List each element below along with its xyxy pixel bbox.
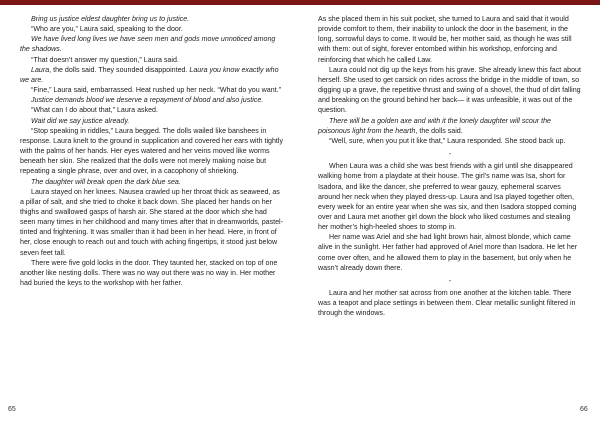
paragraph: Justice demands blood we deserve a repayment of blood and also justice. [31,96,264,105]
paragraph: “That doesn’t answer my question,” Laura said. [31,55,179,64]
top-accent-bar [0,0,600,5]
right-page-text [318,14,582,319]
paragraph: “What can I do about that,” Laura asked. [31,106,158,115]
paragraph: We have lived long lives we have seen men and gods move unnoticed among the shadows. [20,35,276,54]
paragraph-lead: There will be a golden axe and with it the lonely daughter will scour the poisonous light from the hearth [318,116,552,135]
paragraph: “Well, sure, when you put it like that,” Laura responded. She stood back up. [329,136,566,145]
paragraph: The daughter will break open the dark blue sea. [31,177,181,186]
page-number-right: 66 [580,406,588,413]
paragraph: “Who are you,” Laura said, speaking to the door. [31,25,183,34]
paragraph: There were five gold locks in the door. They taunted her, stacked on top of one another like nesting dolls. There was no way out there was no way in. Her mother had buried the keys to the workshop with her father. [20,258,278,288]
paragraph-body: , the dolls said. They sounded disappointed. [49,65,190,74]
paragraph-tail: Laura you know exactly who we are. [20,65,279,84]
paragraph: Laura could not dig up the keys from his grave. She already knew this fact about herself. She used to get carsick on rides across the bridge in the middle of town, so digging up a grave, the repetitive thrust and swing of a shovel, the thud of dirt falling and breaking on the ground behind her back— it was unfeasible, it was out of the question. [318,65,581,115]
section-separator: - [448,276,452,285]
paragraph: “Stop speaking in riddles,” Laura begged. The dolls wailed like banshees in response. Laura knelt to the ground in supplication and covered her ears with tightly with the palms of her hands. Her eyes watered and her veins moved like worms beneath her skin. She realized that the dolls were not merely making noise but repeating a single phrase, over and over, in a cacophony of shrieking. [20,126,284,176]
section-separator: - [448,150,452,159]
paragraph [318,116,582,136]
paragraph: Laura and her mother sat across from one another at the kitchen table. There was a teapot and place settings in between them. Clear metallic sunlight filtered in through the windows. [318,289,576,318]
page-number-left: 65 [8,406,16,413]
paragraph-lead: Laura [31,65,50,74]
paragraph: As she placed them in his suit pocket, she turned to Laura and said that it would provide comfort to them, their inability to unlock the door in the basement, in the long, sorrowful days to come. It would be, her mother said, as though he was still with them: out of sight, forever entombed within his workshop, enforcing and reinforcing that which he called Law. [318,15,572,64]
paragraph: Wait did we say justice already. [31,116,130,125]
paragraph: When Laura was a child she was best friends with a girl until she disappeared walking home from a playdate at their house. The girl’s name was Isa, short for Isadora, and like the dancer, she preferred to wear gauzy, ephemeral scarves around her neck when they played dress-up. Laura and Isa played together often, every week for an entire year when she was six, and then Isadora stopped coming over and Laura met another girl down the block who liked costumes and stealing her mother’s high-heeled shoes to stomp in. [318,162,577,232]
paragraph: Her name was Ariel and she had light brown hair, almost blonde, which came alive in the sunlight. Her father had approved of Ariel more than Isadora. He let her come over often, and he allowed them to play in the basement, but only when he wasn’t already down there. [318,233,578,272]
paragraph [20,65,284,85]
paragraph: “Fine,” Laura said, embarrassed. Heat rushed up her neck. “What do you want.” [31,86,281,95]
paragraph-tail: , the dolls said. [415,126,463,135]
paragraph: Bring us justice eldest daughter bring us to justice. [31,15,190,23]
paragraph: Laura stayed on her knees. Nausea crawled up her throat thick as seaweed, as a pillar of salt, and she tried to choke it back down. She placed her hands on her thighs and swallowed gasps of harsh air. She stared at the door which she had seen many times in her childhood and many times after that in dreamworlds, pastel-tinted and frightening. It was smaller than it had been in her head. Here, in front of her, close enough to reach out and touch with aching fingertips, it stood just below seven feet tall. [20,187,283,257]
left-page-text [20,14,284,288]
